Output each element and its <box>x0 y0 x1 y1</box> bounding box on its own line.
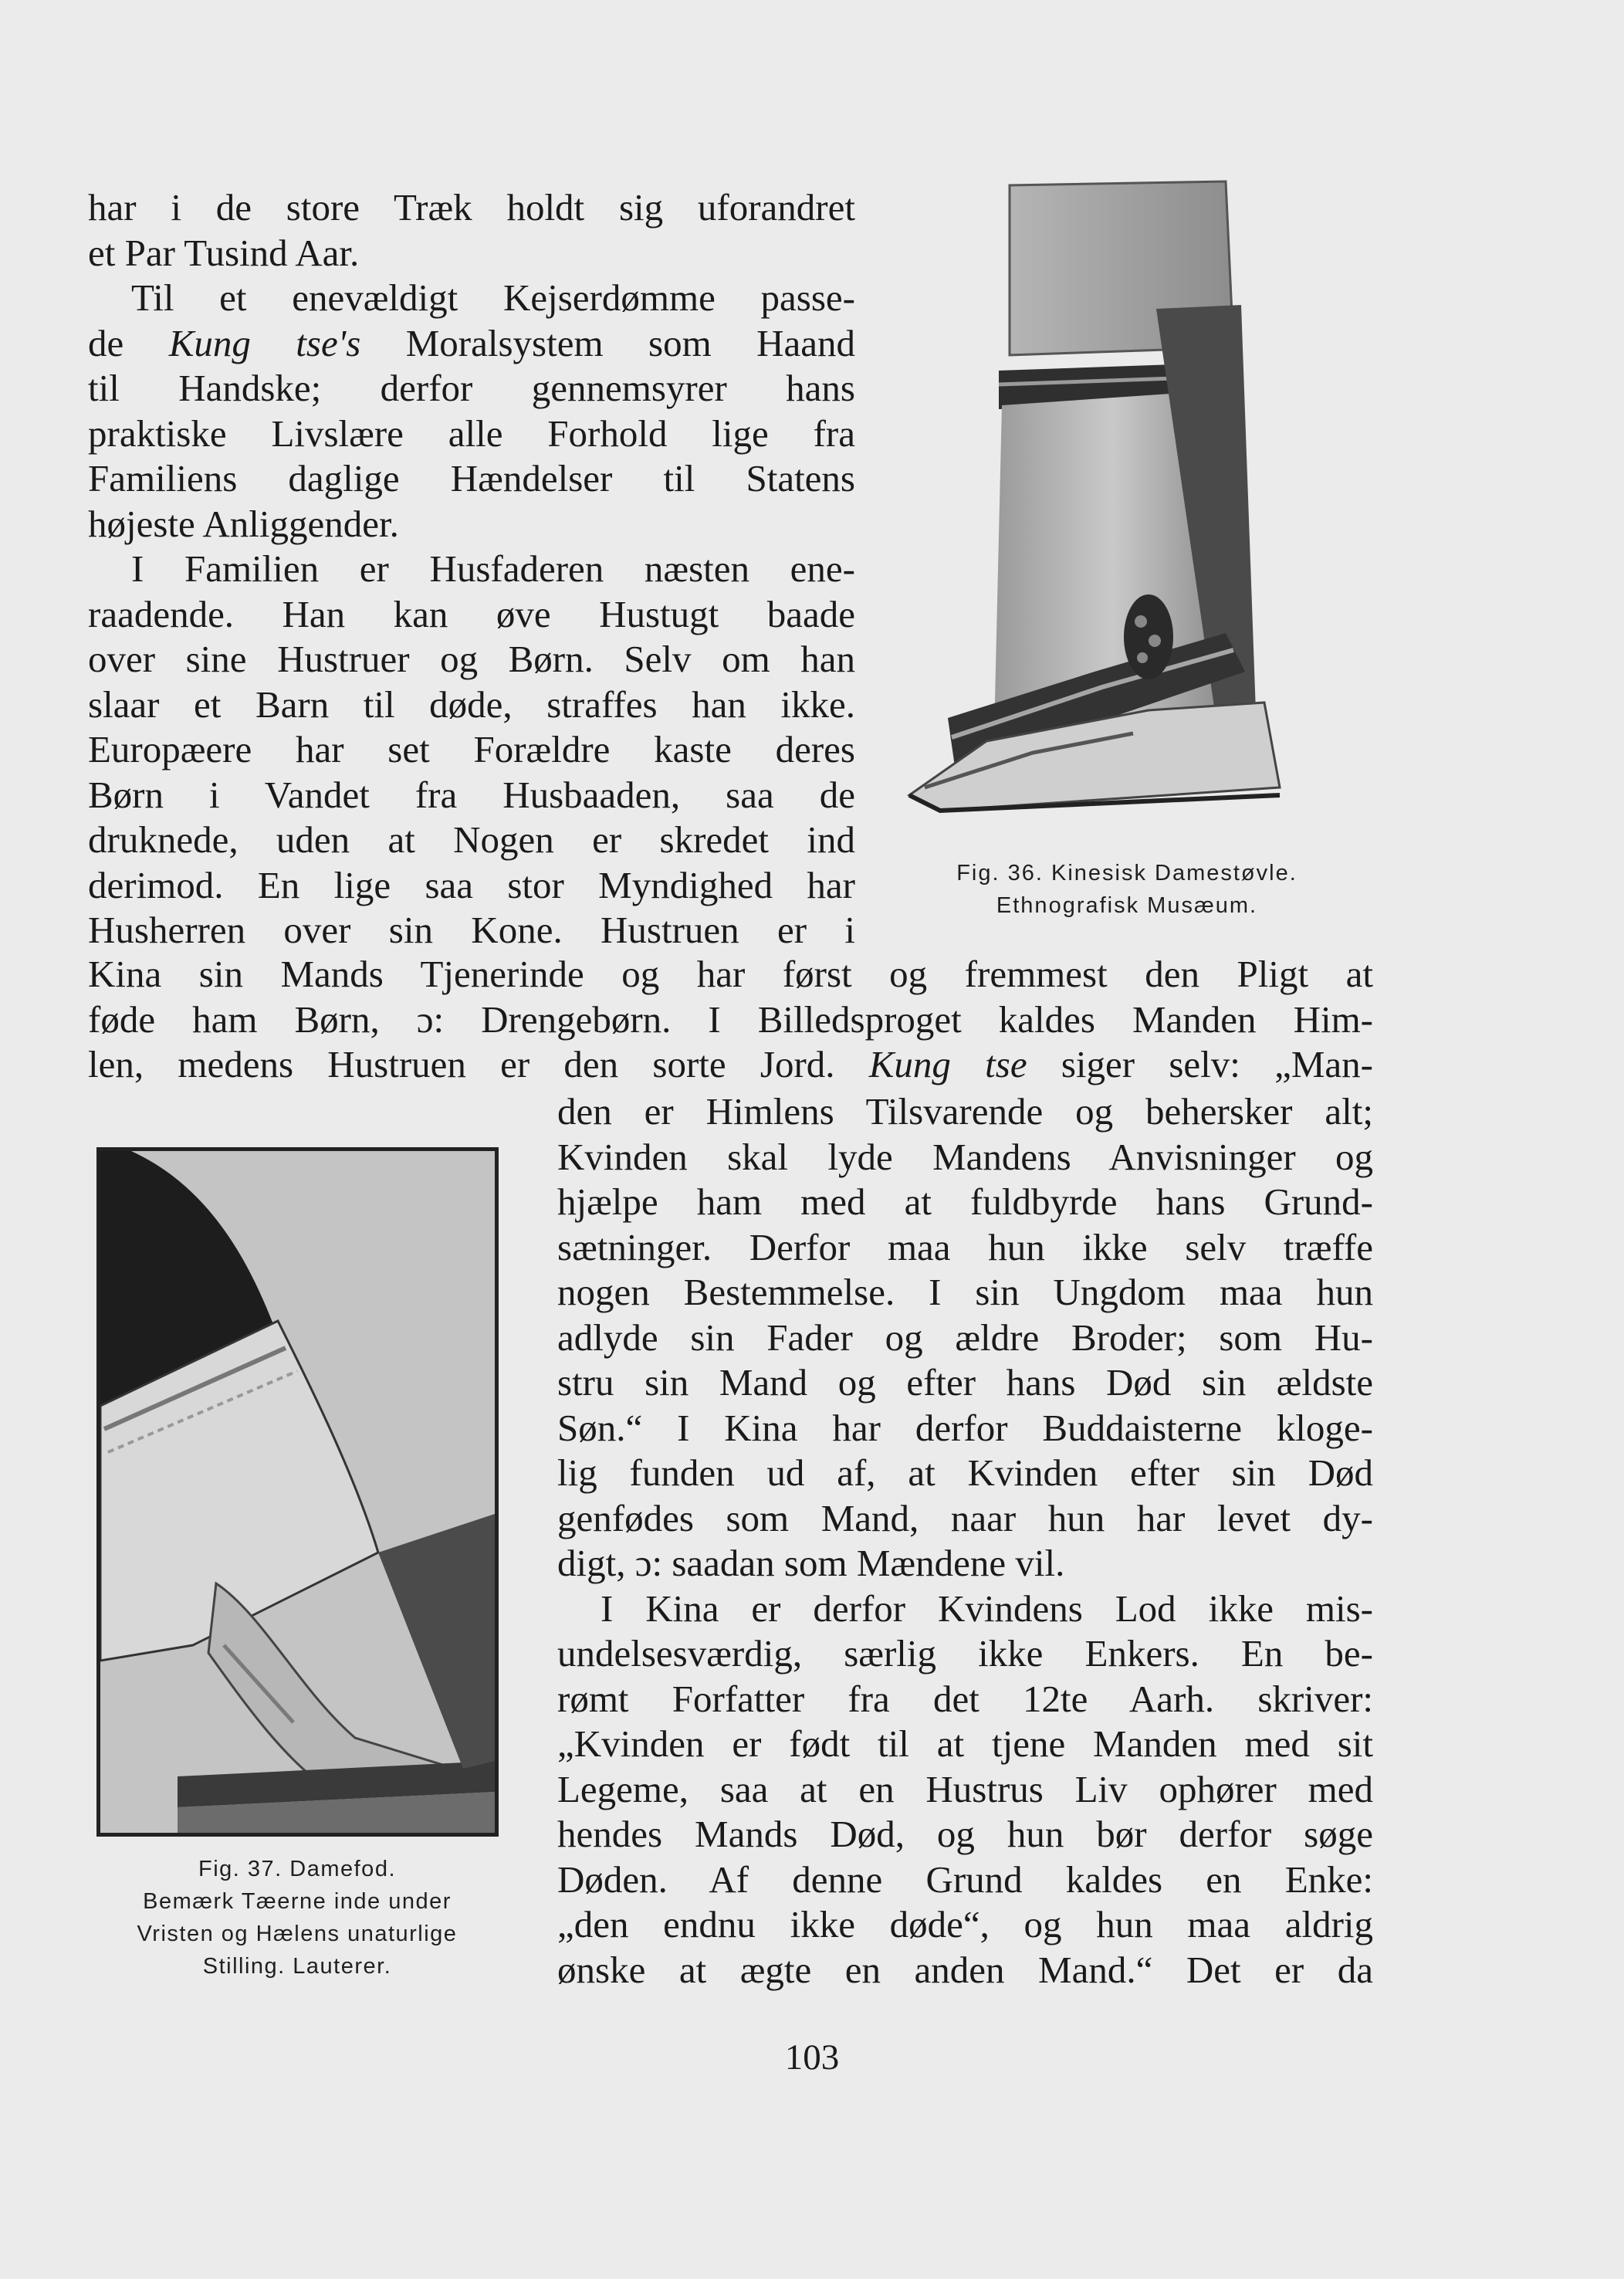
text-line-content: stru sin Mand og efter hans Død sin ældste <box>557 1361 1373 1404</box>
text-line-content: højeste Anliggender. <box>88 502 399 545</box>
text-line <box>557 1496 1373 1542</box>
text-line <box>88 592 855 638</box>
text-line <box>88 863 855 909</box>
text-line-content: raadende. Han kan øve Hustugt baade <box>88 592 855 635</box>
text-line <box>88 682 855 728</box>
text-line <box>557 1631 1373 1677</box>
text-line <box>557 1135 1373 1180</box>
text-line <box>88 366 855 411</box>
text-line <box>557 1677 1373 1722</box>
text-line-content: slaar et Barn til døde, straffes han ikke. <box>88 682 855 726</box>
text-line-content: Kvinden skal lyde Mandens Anvisninger og <box>557 1135 1373 1178</box>
fig37-caption <box>85 1853 509 1983</box>
text-line-content: over sine Hustruer og Børn. Selv om han <box>88 638 855 680</box>
text-line-content: genfødes som Mand, naar hun har levet dy- <box>557 1496 1373 1539</box>
boot-drawing <box>894 178 1323 849</box>
text-line <box>88 952 1373 997</box>
text-line-content: digt, ɔ: saadan som Mændene vil. <box>557 1542 1065 1584</box>
text-line-content: Familiens daglige Hændelser til Statens <box>88 457 855 499</box>
text-line <box>557 1767 1373 1813</box>
text-line <box>88 908 855 953</box>
text-line-content: Kina sin Mands Tjenerinde og har først og fremmest den Pligt at <box>88 953 1373 995</box>
text-line-content: Husherren over sin Kone. Hustruen er i <box>88 909 855 951</box>
text-segment: siger selv: „Man- <box>1027 1043 1373 1085</box>
text-line <box>88 1042 1373 1088</box>
text-line <box>557 1812 1373 1857</box>
text-line-content: I Familien er Husfaderen næsten ene- <box>131 547 855 590</box>
text-line-content: til Handske; derfor gennemsyrer hans <box>88 367 855 409</box>
text-line-content: hendes Mands Død, og hun bør derfor søge <box>557 1813 1373 1855</box>
text-line <box>557 1948 1373 1993</box>
text-line <box>557 1902 1373 1948</box>
text-line-content: adlyde sin Fader og ældre Broder; som Hu- <box>557 1316 1373 1359</box>
italic-name: Kung tse's <box>168 321 361 364</box>
text-line-content: Til et enevældigt Kejserdømme passe- <box>131 276 855 319</box>
text-line <box>557 1180 1373 1225</box>
text-segment: Moralsystem som Haand <box>360 321 855 364</box>
text-line-content: føde ham Børn, ɔ: Drengebørn. I Billedsproget kaldes Manden Him- <box>88 997 1373 1041</box>
caption-line: Bemærk Tæerne inde under <box>143 1889 452 1914</box>
text-line <box>88 411 855 457</box>
text-line-content: Søn.“ I Kina har derfor Buddaisterne kloge- <box>557 1406 1373 1449</box>
text-line-content: nogen Bestemmelse. I sin Ungdom maa hun <box>557 1271 1373 1313</box>
text-line <box>557 1857 1373 1903</box>
text-line <box>88 818 855 863</box>
text-line-content: „den endnu ikke døde“, og hun maa aldrig <box>557 1903 1373 1945</box>
caption-line: Fig. 37. Damefod. <box>198 1857 396 1881</box>
text-line-content: lig funden ud af, at Kvinden efter sin Død <box>557 1451 1373 1494</box>
text-line <box>557 1316 1373 1361</box>
text-line <box>88 997 1373 1043</box>
fig36-caption <box>919 857 1335 922</box>
text-line-content: praktiske Livslære alle Forhold lige fra <box>88 411 855 455</box>
text-line <box>88 502 855 547</box>
text-line-content: rømt Forfatter fra det 12te Aarh. skriver: <box>557 1677 1373 1720</box>
caption-line: Stilling. Lauterer. <box>202 1954 392 1979</box>
text-line <box>557 1722 1373 1767</box>
text-line <box>88 727 855 773</box>
text-segment: len, medens Hustruen er den sorte Jord. <box>88 1043 869 1085</box>
text-line <box>88 637 855 682</box>
foot-drawing <box>100 1151 495 1833</box>
fig37-foot-photo <box>96 1147 499 1837</box>
text-line-content: har i de store Træk holdt sig uforandret <box>88 186 855 229</box>
text-line <box>557 1089 1373 1135</box>
text-line <box>88 321 855 367</box>
text-segment: de <box>88 321 169 364</box>
text-line-content: et Par Tusind Aar. <box>88 231 360 274</box>
page-number: 103 <box>784 2037 840 2078</box>
text-line-content: Døden. Af denne Grund kaldes en Enke: <box>557 1857 1373 1901</box>
text-line <box>88 547 855 592</box>
body-text-right-column <box>557 1089 1373 1993</box>
text-line <box>88 185 855 231</box>
text-line <box>88 773 855 818</box>
text-line-content: ønske at ægte en anden Mand.“ Det er da <box>557 1948 1373 1991</box>
caption-line: Vristen og Hælens unaturlige <box>137 1922 458 1946</box>
text-line <box>88 456 855 502</box>
body-text-full-width <box>88 952 1373 1088</box>
text-line-content: undelsesværdig, særlig ikke Enkers. En be- <box>557 1632 1373 1675</box>
caption-line: Ethnografisk Musæum. <box>996 893 1258 918</box>
text-line-content: Børn i Vandet fra Husbaaden, saa de <box>88 773 855 816</box>
body-text-top-column <box>88 185 855 953</box>
text-line-content: druknede, uden at Nogen er skredet ind <box>88 818 855 861</box>
text-line <box>557 1586 1373 1632</box>
text-line-content: sætninger. Derfor maa hun ikke selv træffe <box>557 1225 1373 1268</box>
fig36-boot-illustration <box>894 178 1323 849</box>
caption-line: Fig. 36. Kinesisk Damestøvle. <box>956 861 1298 886</box>
text-line-content: den er Himlens Tilsvarende og behersker alt; <box>557 1090 1373 1133</box>
text-line <box>88 276 855 321</box>
text-line <box>557 1225 1373 1271</box>
text-line <box>557 1406 1373 1451</box>
text-line-content: Europæere har set Forældre kaste deres <box>88 728 855 770</box>
text-line <box>557 1270 1373 1316</box>
text-line-content: I Kina er derfor Kvindens Lod ikke mis- <box>601 1586 1373 1630</box>
text-line-content: Legeme, saa at en Hustrus Liv ophører med <box>557 1767 1373 1810</box>
text-line-content: derimod. En lige saa stor Myndighed har <box>88 863 855 906</box>
text-line <box>88 231 855 276</box>
text-line-content: hjælpe ham med at fuldbyrde hans Grund- <box>557 1180 1373 1223</box>
text-line <box>557 1360 1373 1406</box>
text-line-content: „Kvinden er født til at tjene Manden med sit <box>557 1722 1373 1765</box>
text-line <box>557 1541 1373 1586</box>
italic-name: Kung tse <box>868 1043 1027 1085</box>
text-line <box>557 1451 1373 1496</box>
